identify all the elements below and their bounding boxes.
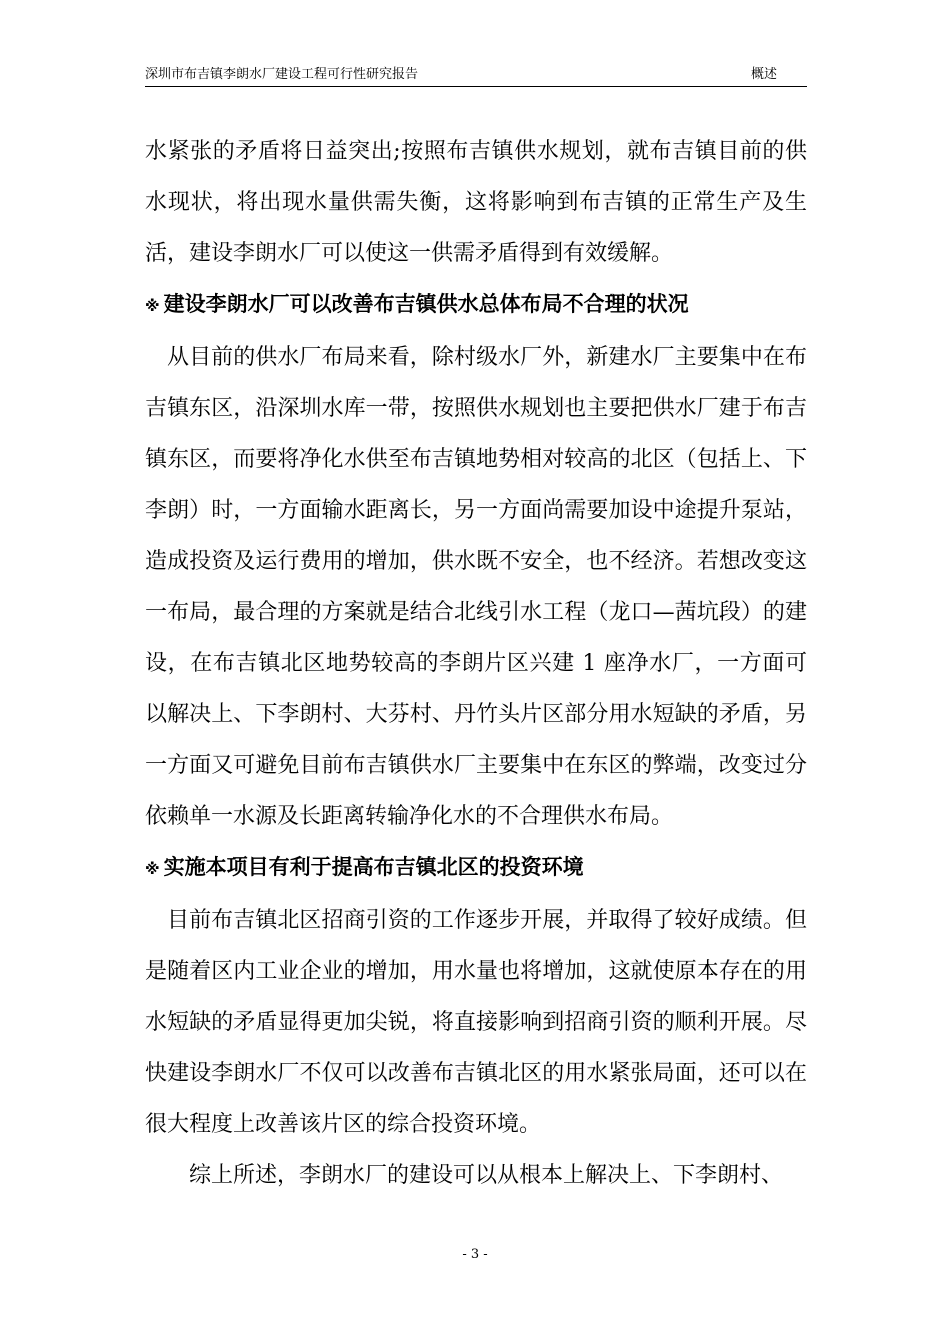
document-title: 深圳市布吉镇李朗水厂建设工程可行性研究报告 — [145, 67, 419, 82]
page-number: - 3 - — [462, 1247, 488, 1262]
section-heading-layout — [145, 279, 807, 332]
paragraph-layout: 从目前的供水厂布局来看，除村级水厂外，新建水厂主要集中在布吉镇东区，沿深圳水库一带，按照供水规划也主要把供水厂建于布吉镇东区，而要将净化水供至布吉镇地势相对较高的北区（包括上、下李朗）时，一方面输水距离长，另一方面尚需要加设中途提升泵站，造成投资及运行费用的增加，供水既不安全，也不经济。若想改变这一布局，最合理的方案就是结合北线引水工程（龙口—茜坑段）的建设，在布吉镇北区地势较高的李朗片区兴建 1 座净水厂，一方面可以解决上、下李朗村、大芬村、丹竹头片区部分用水短缺的矛盾，另一方面又可避免目前布吉镇供水厂主要集中在东区的弊端，改变过分依赖单一水源及长距离转输净化水的不合理供水布局。 — [145, 345, 807, 829]
reference-mark-icon: ※ — [145, 860, 160, 878]
document-body — [145, 126, 807, 1201]
paragraph-investment: 目前布吉镇北区招商引资的工作逐步开展，并取得了较好成绩。但是随着区内工业企业的增加，用水量也将增加，这就使原本存在的用水短缺的矛盾显得更加尖锐，将直接影响到招商引资的顺利开展。尽快建设李朗水厂不仅可以改善布吉镇北区的用水紧张局面，还可以在很大程度上改善该片区的综合投资环境。 — [145, 908, 807, 1137]
page-header — [145, 64, 807, 87]
section-title: 概述 — [750, 67, 777, 82]
heading-text: 实施本项目有利于提高布吉镇北区的投资环境 — [163, 855, 584, 879]
section-heading-investment — [145, 842, 807, 895]
paragraph-summary: 综上所述，李朗水厂的建设可以从根本上解决上、下李朗村、 — [189, 1163, 784, 1188]
reference-mark-icon: ※ — [145, 297, 160, 315]
heading-text: 建设李朗水厂可以改善布吉镇供水总体布局不合理的状况 — [163, 292, 689, 316]
paragraph-continuation: 水紧张的矛盾将日益突出;按照布吉镇供水规划，就布吉镇目前的供水现状，将出现水量供需失衡，这将影响到布吉镇的正常生产及生活，建设李朗水厂可以使这一供需矛盾得到有效缓解。 — [145, 139, 807, 266]
